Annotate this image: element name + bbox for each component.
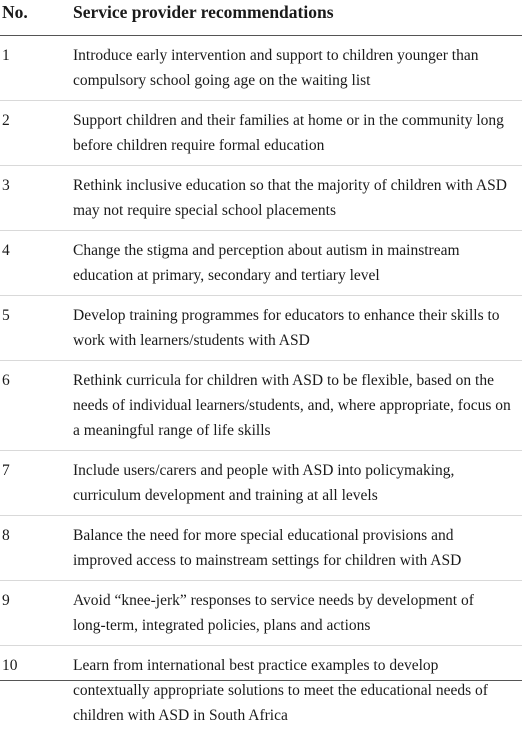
row-number: 2 — [2, 112, 10, 129]
table-row — [0, 296, 522, 361]
recommendation-line: Include users/carers and people with ASD into policymaking, — [73, 462, 455, 479]
row-recommendation — [73, 368, 518, 443]
row-number: 8 — [2, 527, 10, 544]
recommendation-line: Support children and their families at home or in the community long — [73, 112, 504, 129]
recommendation-line: improved access to mainstream settings for children with ASD — [73, 552, 462, 569]
recommendation-line: needs of individual learners/students, and, where appropriate, focus on — [73, 397, 511, 414]
recommendation-line: Introduce early intervention and support to children younger than — [73, 47, 479, 64]
recommendation-line: a meaningful range of life skills — [73, 422, 271, 439]
header-recommendations: Service provider recommendations — [73, 2, 334, 22]
recommendation-line: long-term, integrated policies, plans and actions — [73, 617, 371, 634]
bottom-rule — [0, 680, 522, 681]
row-recommendation — [73, 238, 518, 288]
recommendation-line: Learn from international best practice examples to develop — [73, 657, 439, 674]
table-row — [0, 231, 522, 296]
row-number: 6 — [2, 372, 10, 389]
row-recommendation — [73, 588, 518, 638]
row-recommendation — [73, 108, 518, 158]
recommendation-line: Balance the need for more special educational provisions and — [73, 527, 454, 544]
recommendation-line: Rethink inclusive education so that the majority of children with ASD — [73, 177, 507, 194]
recommendation-line: children with ASD in South Africa — [73, 707, 288, 724]
recommendation-line: compulsory school going age on the waiting list — [73, 72, 371, 89]
row-number: 1 — [2, 47, 10, 64]
row-recommendation — [73, 653, 518, 728]
recommendation-line: work with learners/students with ASD — [73, 332, 310, 349]
row-number: 5 — [2, 307, 10, 324]
table-row — [0, 581, 522, 646]
row-recommendation — [73, 523, 518, 573]
recommendation-line: Develop training programmes for educators to enhance their skills to — [73, 307, 500, 324]
row-number: 3 — [2, 177, 10, 194]
recommendation-line: Avoid “knee-jerk” responses to service needs by development of — [73, 592, 474, 609]
recommendation-line: contextually appropriate solutions to meet the educational needs of — [73, 682, 488, 699]
table-row — [0, 646, 522, 736]
row-recommendation — [73, 303, 518, 353]
table-row — [0, 451, 522, 516]
row-number: 10 — [2, 657, 18, 674]
row-recommendation — [73, 43, 518, 93]
recommendation-line: education at primary, secondary and tertiary level — [73, 267, 380, 284]
table-row — [0, 516, 522, 581]
header-no: No. — [2, 2, 28, 22]
table-row — [0, 166, 522, 231]
recommendation-line: Change the stigma and perception about autism in mainstream — [73, 242, 460, 259]
table-row — [0, 36, 522, 101]
table-row — [0, 101, 522, 166]
recommendation-line: Rethink curricula for children with ASD to be flexible, based on the — [73, 372, 494, 389]
row-number: 4 — [2, 242, 10, 259]
recommendation-line: may not require special school placements — [73, 202, 336, 219]
table-row — [0, 361, 522, 451]
row-recommendation — [73, 173, 518, 223]
row-recommendation — [73, 458, 518, 508]
row-number: 7 — [2, 462, 10, 479]
row-number: 9 — [2, 592, 10, 609]
recommendation-line: before children require formal education — [73, 137, 325, 154]
recommendation-line: curriculum development and training at all levels — [73, 487, 378, 504]
